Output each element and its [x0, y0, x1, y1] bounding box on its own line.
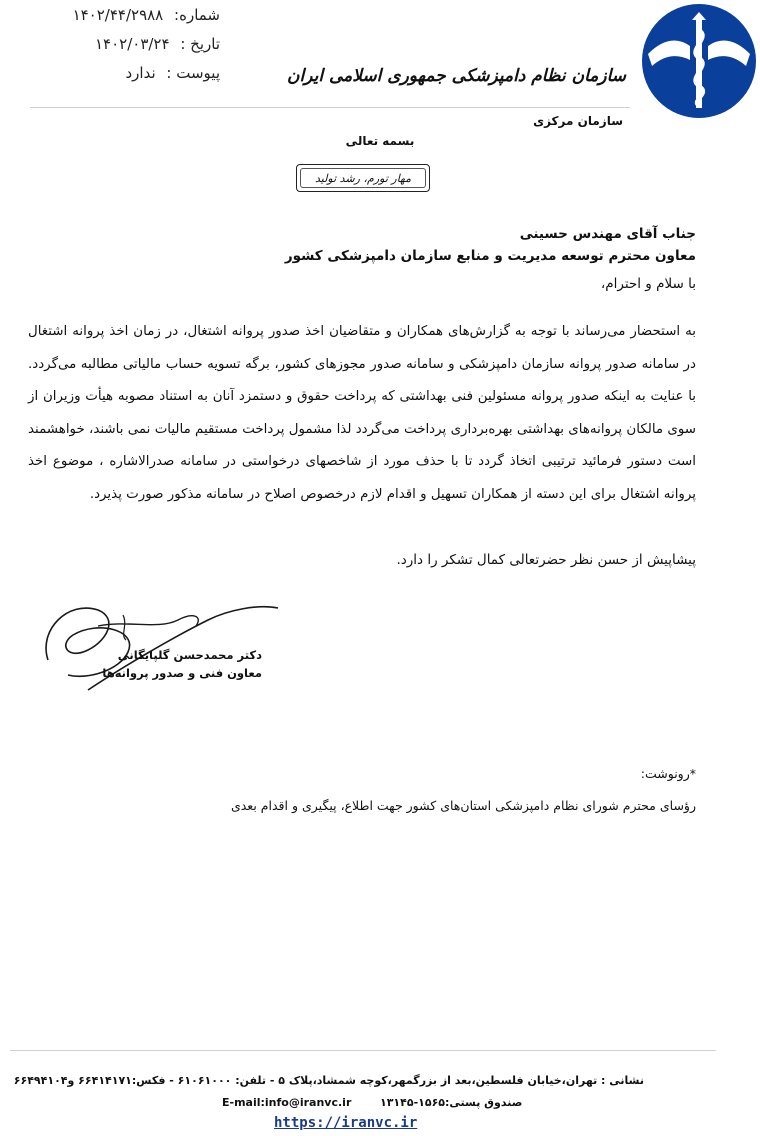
footer-divider [10, 1050, 716, 1051]
addressee-name: جناب آقای مهندس حسینی [519, 226, 696, 242]
letter-attachment-label: پیوست : [166, 64, 220, 82]
org-logo [640, 2, 758, 124]
greeting: با سلام و احترام، [600, 276, 696, 292]
letter-number-label: شماره: [174, 6, 220, 24]
addressee-title: معاون محترم توسعه مدیریت و منابع سازمان دامپزشکی کشور [284, 248, 696, 264]
footer-email[interactable]: E-mail:info@iranvc.ir [222, 1096, 352, 1109]
footer-address: نشانی : تهران،خیابان فلسطین،بعد از بزرگمهر،کوچه شمشاد،پلاک ۵ - تلفن: ۶۱۰۶۱۰۰۰ - فکس:۶۶۴۱۴۱۷۱ و۶۶۴۹۴۱۰۴ [13, 1074, 644, 1087]
letter-number [40, 6, 220, 24]
letter-date-value: ۱۴۰۲/۰۳/۲۴ [94, 35, 170, 53]
letter-attachment [40, 64, 220, 82]
letter-body: به استحضار می‌رساند با توجه به گزارش‌های همکاران و متقاضیان اخذ صدور پروانه اشتغال، در زمان اخذ پروانه اشتغال در سامانه صدور پروانه سازمان دامپزشکی و سامانه صدور مجوزهای کشور، برگه تسویه حساب مالیاتی مطالبه می‌گردد. با عنایت به اینکه صدور پروانه مسئولین فنی بهداشتی که پرداخت حقوق و دستمزد آنان به استناد مصوبه هیأت وزیران از سوی مالکان پروانه‌های بهداشتی بهره‌برداری پرداخت می‌گردد لذا مشمول پرداخت مستقیم مالیات نمی باشند، خواهشمند است دستور فرمائید ترتیبی اتخاذ گردد تا با حذف مورد از شاخصهای درخواستی در سامانه صدرالاشاره ، موضوع اخذ پروانه اشتغال برای این دسته از همکاران تسهیل و اقدام لازم درخصوص اصلاح در سامانه مذکور صورت پذیرد. [28, 324, 696, 502]
cc-label: *رونوشت: [640, 766, 696, 781]
letter-date-label: تاریخ : [180, 35, 220, 53]
signer-name: دکتر محمدحسن گلپایگانی [117, 648, 262, 662]
signature-scribble [28, 590, 288, 704]
header-divider [30, 107, 630, 108]
footer-po-box: صندوق پستی:۱۵۶۵-۱۳۱۴۵ [380, 1096, 523, 1109]
cc-recipients: رؤسای محترم شورای نظام دامپزشکی استان‌های کشور جهت اطلاع، پیگیری و اقدام بعدی [230, 798, 696, 813]
org-unit: سازمان مرکزی [533, 114, 623, 128]
motto-text: مهار تورم، رشد تولید [300, 168, 426, 188]
letter-attachment-value: ندارد [125, 64, 156, 82]
signer-title: معاون فنی و صدور پروانه‌ها [102, 666, 262, 680]
org-name: سازمان نظام دامپزشکی جمهوری اسلامی ایران [287, 66, 626, 86]
letter-number-value: ۱۴۰۲/۴۴/۲۹۸۸ [72, 6, 164, 24]
footer-website-link[interactable]: https://iranvc.ir [274, 1115, 418, 1131]
bismillah: بسمه تعالی [345, 134, 415, 148]
closing: پیشاپیش از حسن نظر حضرتعالی کمال تشکر را دارد. [396, 552, 696, 568]
motto-frame [296, 164, 430, 192]
letter-date [40, 35, 220, 53]
